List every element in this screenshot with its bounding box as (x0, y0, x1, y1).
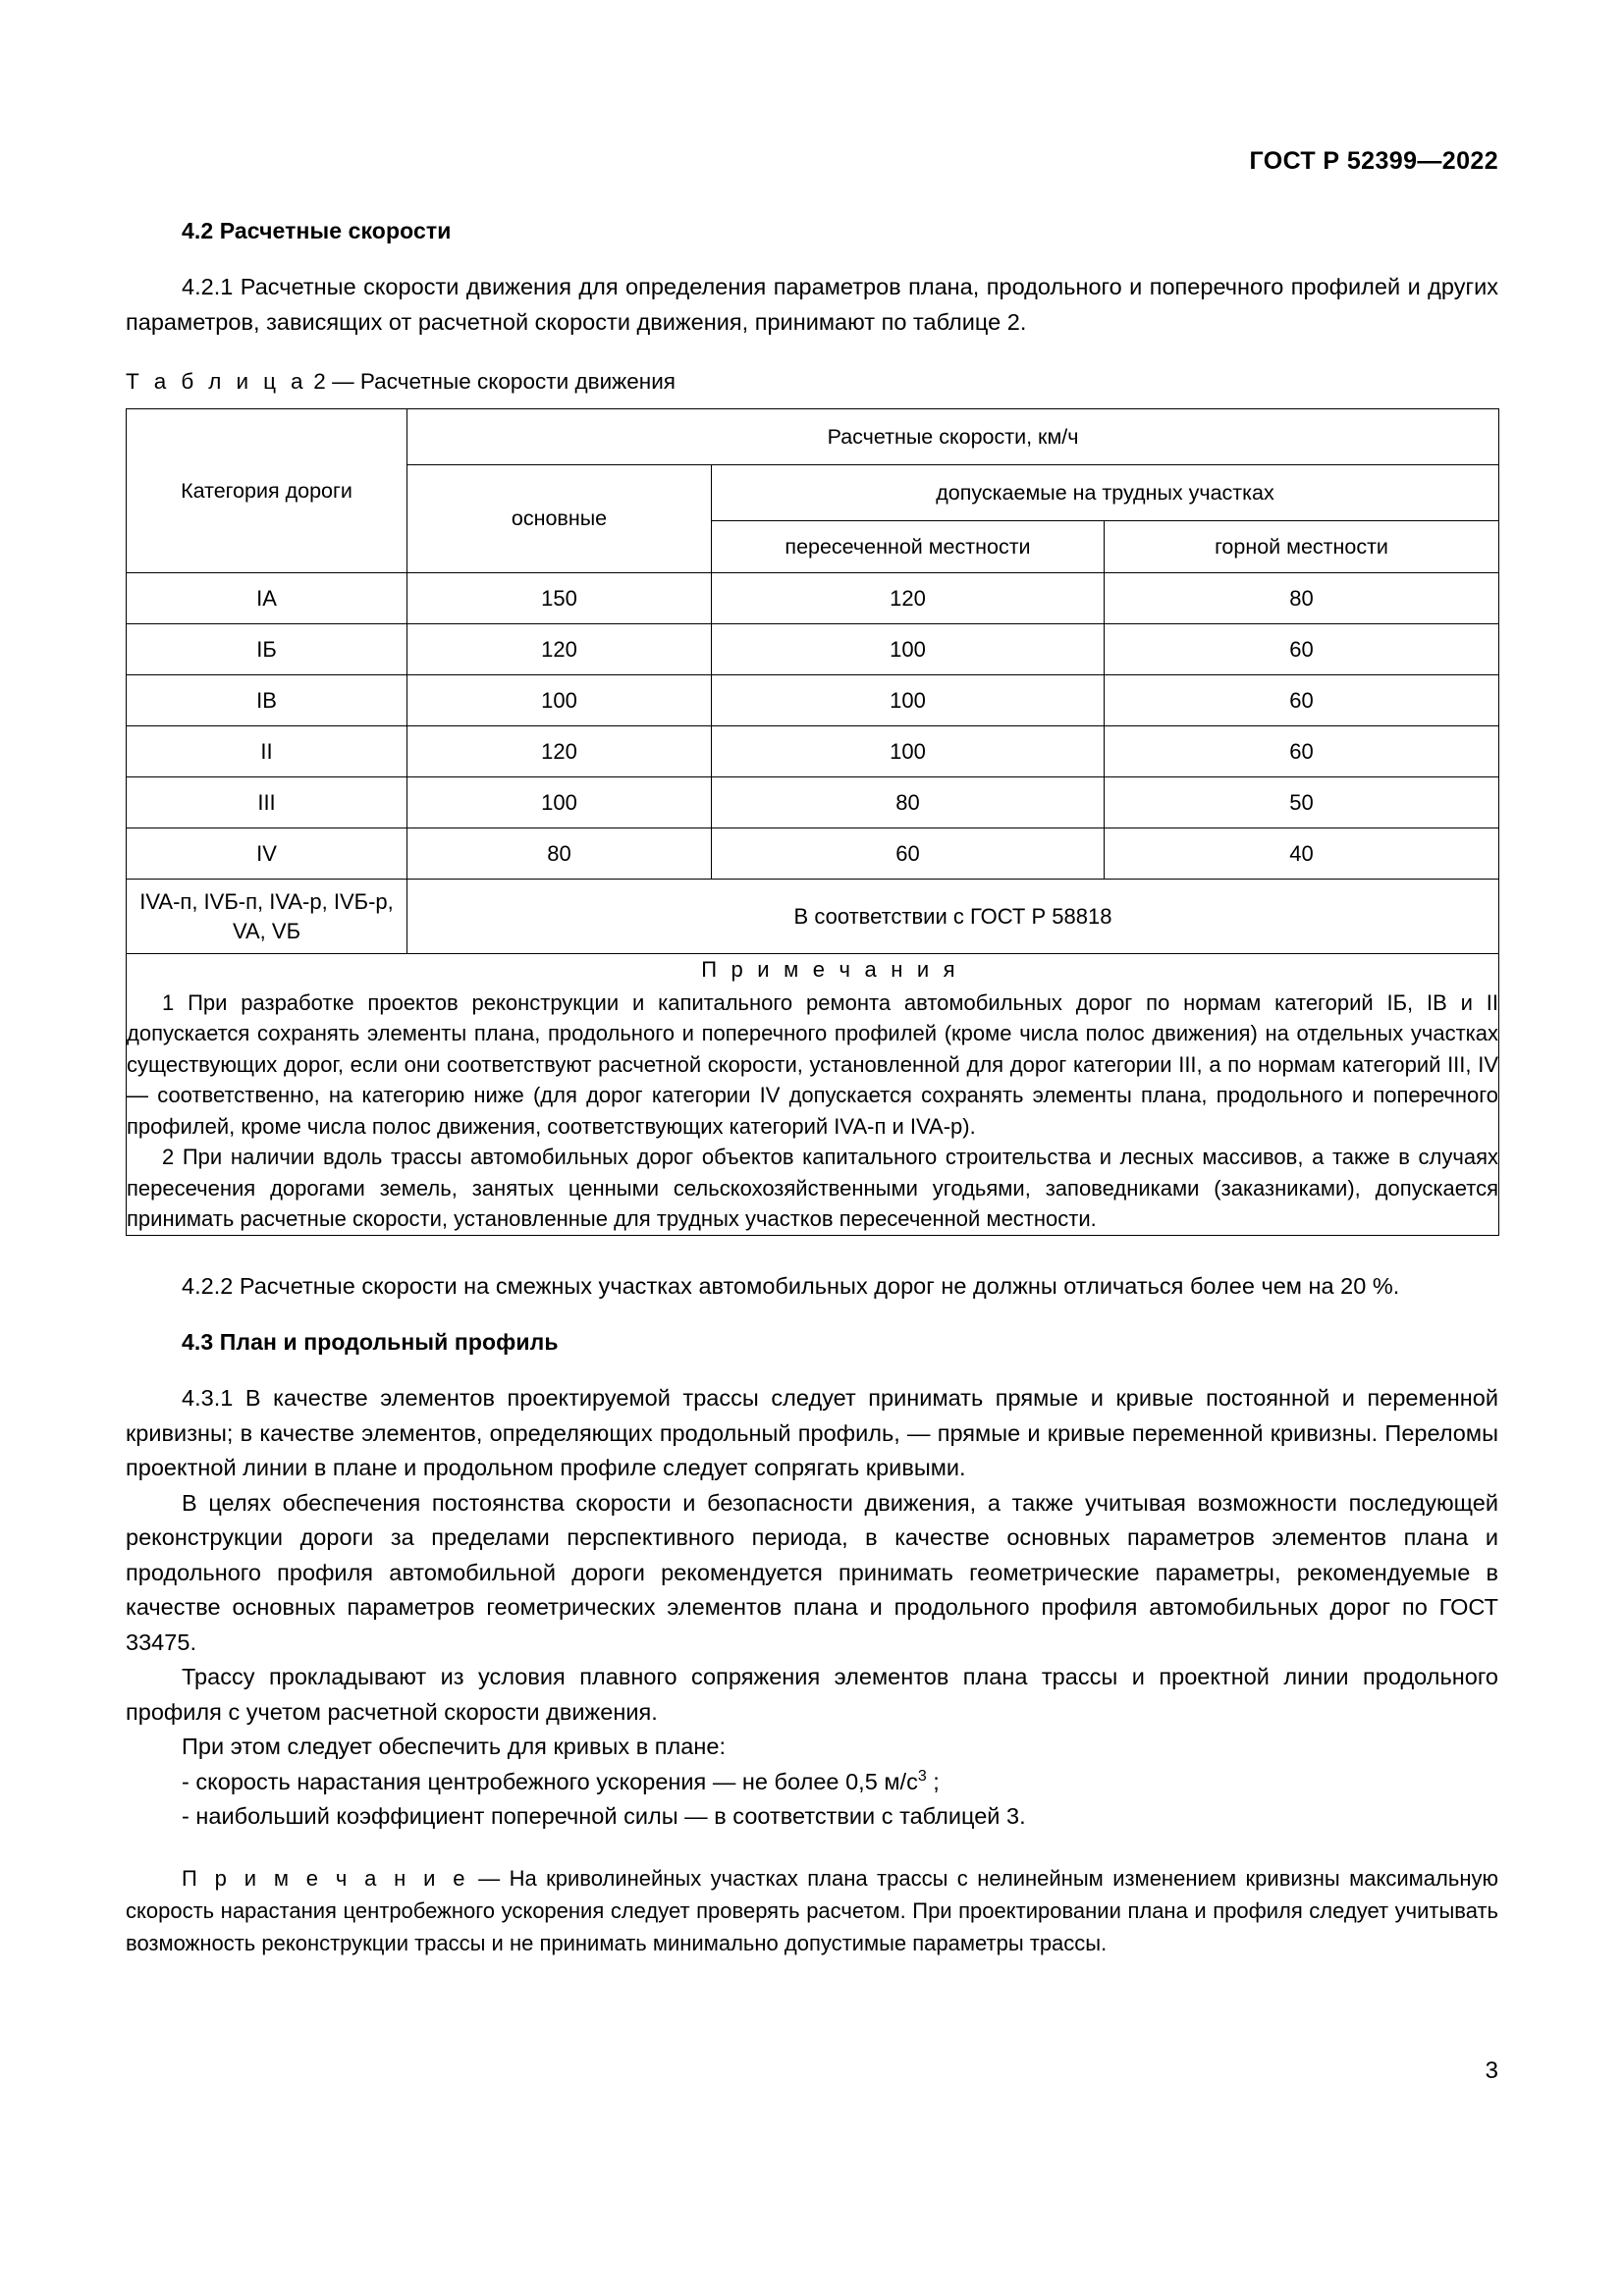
cell-main: 150 (407, 573, 712, 624)
table-row (127, 777, 1499, 828)
table-row (127, 675, 1499, 726)
table-row (127, 624, 1499, 675)
list-item-lateral-force-coefficient: - наибольший коэффициент поперечной силы — в соответствии с таблицей 3. (182, 1803, 1026, 1829)
cell-category: IВ (127, 675, 407, 726)
header-mountain-terrain: горной местности (1105, 521, 1499, 573)
paragraph-4-3-route: Трассу прокладывают из условия плавного сопряжения элементов плана трассы и проектной линии продольного профиля с учетом расчетной скорости движения. (126, 1664, 1498, 1725)
final-note-dash: — (478, 1865, 501, 1891)
table-notes-title: П р и м е ч а н и я (701, 957, 959, 982)
table-design-speeds (126, 408, 1499, 1236)
cell-rough: 120 (712, 573, 1105, 624)
table-row (127, 828, 1499, 880)
cell-rough: 100 (712, 726, 1105, 777)
table-row (127, 573, 1499, 624)
table-caption-number: 2 (313, 369, 326, 394)
paragraph-4-2-1: 4.2.1 Расчетные скорости движения для определения параметров плана, продольного и поперечного профилей и других параметров, зависящих от расчетной скорости движения, принимают по таблице 2. (126, 274, 1498, 335)
cell-mountain: 60 (1105, 624, 1499, 675)
page-number: 3 (1485, 2057, 1498, 2084)
cell-main: 100 (407, 675, 712, 726)
cell-category: II (127, 726, 407, 777)
cell-category: IБ (127, 624, 407, 675)
header-main-speeds: основные (407, 465, 712, 573)
paragraph-4-3-1: 4.3.1 В качестве элементов проектируемой трассы следует принимать прямые и кривые постоянной и переменной кривизны; в качестве элементов, определяющих продольный профиль, — прямые и кривые переменной кривизны. Переломы проектной линии в плане и продольном профиле следует сопрягать кривыми. (126, 1385, 1498, 1480)
section-heading-4-3: 4.3 План и продольный профиль (182, 1329, 559, 1355)
cell-mountain: 50 (1105, 777, 1499, 828)
section-heading-4-2: 4.2 Расчетные скорости (182, 218, 452, 243)
cell-rough: 60 (712, 828, 1105, 880)
table-note-item: 1 При разработке проектов реконструкции и капитального ремонта автомобильных дорог по нормам категорий IБ, IВ и II допускается сохранять элементы плана, продольного и поперечного профилей (кроме числа полос движения) на отдельных участках существующих дорог, если они соответствуют расчетной скорости, установленной для дорог категории III, а по нормам категорий III, IV — соответственно, на категорию ниже (для дорог категории IV допускается сохранять элементы плана, продольного и поперечного профилей, кроме числа полос движения, соответствующих категорий IVA-п и IVA-р). (127, 989, 1498, 1139)
cell-rough: 80 (712, 777, 1105, 828)
cell-category-group: IVA-п, IVБ-п, IVA-р, IVБ-р, VA, VБ (127, 880, 407, 954)
paragraph-4-2-2: 4.2.2 Расчетные скорости на смежных участках автомобильных дорог не должны отличаться более чем на 20 %. (182, 1272, 1400, 1299)
cell-mountain: 60 (1105, 726, 1499, 777)
table-caption-dash: — (332, 369, 354, 394)
table-row (127, 726, 1499, 777)
cell-category: IV (127, 828, 407, 880)
cell-category: IA (127, 573, 407, 624)
table-header (127, 409, 1499, 573)
header-category: Категория дороги (127, 409, 407, 573)
list-item-text-end: ; (926, 1768, 940, 1794)
superscript-exponent: 3 (917, 1767, 927, 1785)
table-2-caption (126, 369, 1498, 395)
table-notes-row (127, 954, 1499, 1236)
table-notes (127, 954, 1499, 1236)
cell-reference-value: В соответствии с ГОСТ Р 58818 (407, 880, 1499, 954)
list-item-text: - скорость нарастания центробежного ускорения — не более 0,5 м/с (182, 1768, 918, 1794)
cell-mountain: 60 (1105, 675, 1499, 726)
cell-category: III (127, 777, 407, 828)
page-content (126, 218, 1498, 1959)
cell-main: 100 (407, 777, 712, 828)
cell-main: 120 (407, 726, 712, 777)
table-body (127, 573, 1499, 1236)
list-item-centrifugal-acceleration (126, 1765, 1498, 1800)
table-caption-label: Т а б л и ц а (126, 369, 307, 394)
header-rough-terrain: пересеченной местности (712, 521, 1105, 573)
cell-rough: 100 (712, 675, 1105, 726)
cell-main: 120 (407, 624, 712, 675)
page-header-standard-number: ГОСТ Р 52399—2022 (1249, 147, 1498, 175)
table-caption-title: Расчетные скорости движения (359, 369, 676, 394)
final-note-title: П р и м е ч а н и е (182, 1865, 469, 1891)
header-speeds-group: Расчетные скорости, км/ч (407, 409, 1499, 465)
cell-mountain: 40 (1105, 828, 1499, 880)
cell-main: 80 (407, 828, 712, 880)
final-note (126, 1862, 1498, 1959)
paragraph-4-3-curves-intro: При этом следует обеспечить для кривых в плане: (182, 1734, 726, 1759)
cell-rough: 100 (712, 624, 1105, 675)
table-note-item: 2 При наличии вдоль трассы автомобильных дорог объектов капитального строительства и лесных массивов, а также в случаях пересечения дорогами земель, занятых ценными сельскохозяйственными угодьями, заповедниками (заказниками), допускается принимать расчетные скорости, установленные для трудных участков пересеченной местности. (127, 1145, 1498, 1231)
table-row-span (127, 880, 1499, 954)
paragraph-4-3-purpose: В целях обеспечения постоянства скорости и безопасности движения, а также учитывая возможности последующей реконструкции дороги за пределами перспективного периода, в качестве основных параметров элементов плана и продольного профиля автомобильной дороги рекомендуется принимать геометрические параметры, рекомендуемые в качестве основных параметров геометрических элементов плана и продольного профиля автомобильных дорог по ГОСТ 33475. (126, 1489, 1498, 1655)
cell-mountain: 80 (1105, 573, 1499, 624)
final-note-body: На криволинейных участках плана трассы с нелинейным изменением кривизны максимальную скорость нарастания центробежного ускорения следует проверять расчетом. При проектировании плана и профиля следует учитывать возможность реконструкции трассы и не принимать минимально допустимые параметры трассы. (126, 1865, 1498, 1955)
header-difficult-sections: допускаемые на трудных участках (712, 465, 1499, 521)
